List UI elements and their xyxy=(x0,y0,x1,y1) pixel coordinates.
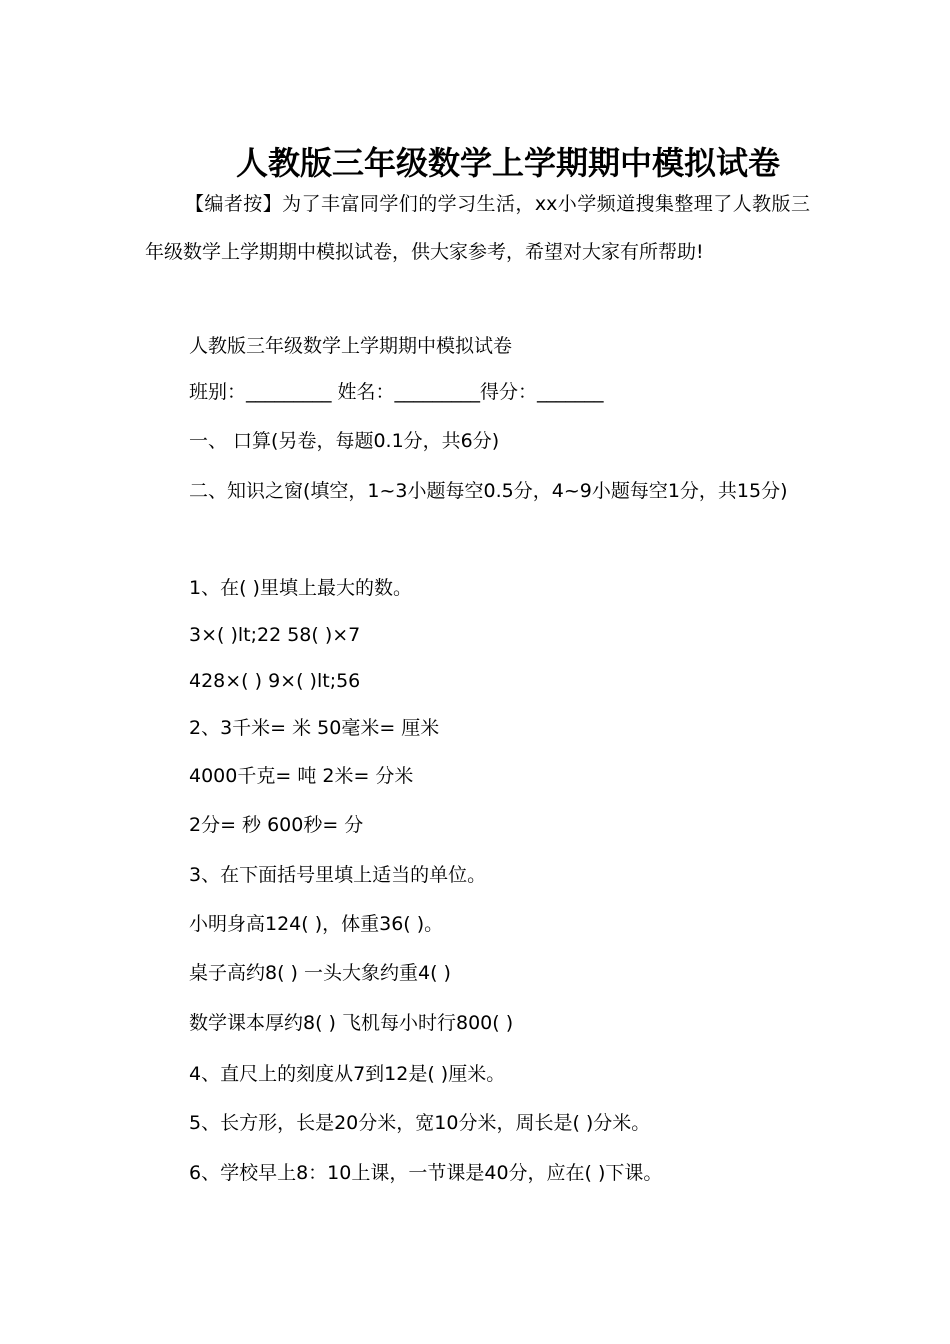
question-5: 5、长方形，长是20分米，宽10分米，周长是( )分米。 xyxy=(189,1112,651,1134)
section-two-heading: 二、知识之窗(填空，1~3小题每空0.5分，4~9小题每空1分，共15分) xyxy=(189,480,788,502)
question-3: 3、在下面括号里填上适当的单位。 xyxy=(189,864,487,886)
question-1-line-b: 428×( ) 9×( )lt;56 xyxy=(189,670,361,692)
question-2-line-b: 2分= 秒 600秒= 分 xyxy=(189,814,364,836)
section-one-heading: 一、 口算(另卷，每题0.1分，共6分) xyxy=(189,430,500,452)
question-3-line-c: 数学课本厚约8( ) 飞机每小时行800( ) xyxy=(189,1012,514,1034)
student-info-line: 班别：_________ 姓名：_________得分：_______ xyxy=(189,381,604,403)
editor-note-paragraph: 【编者按】为了丰富同学们的学习生活，xx小学频道搜集整理了人教版三年级数学上学期期中模拟试卷，供大家参考，希望对大家有所帮助! xyxy=(145,193,810,263)
question-4: 4、直尺上的刻度从7到12是( )厘米。 xyxy=(189,1063,506,1085)
question-2: 2、3千米= 米 50毫米= 厘米 xyxy=(189,717,440,739)
question-3-line-a: 小明身高124( )，体重36( )。 xyxy=(189,913,444,935)
subtitle-line: 人教版三年级数学上学期期中模拟试卷 xyxy=(189,335,513,357)
question-3-line-b: 桌子高约8( ) 一头大象约重4( ) xyxy=(189,962,451,984)
question-6: 6、学校早上8：10上课，一节课是40分，应在( )下课。 xyxy=(189,1162,663,1184)
question-1-line-a: 3×( )lt;22 58( )×7 xyxy=(189,624,361,646)
page-title: 人教版三年级数学上学期期中模拟试卷 xyxy=(235,144,780,183)
question-1: 1、在( )里填上最大的数。 xyxy=(189,577,412,599)
question-2-line-a: 4000千克= 吨 2米= 分米 xyxy=(189,765,414,787)
